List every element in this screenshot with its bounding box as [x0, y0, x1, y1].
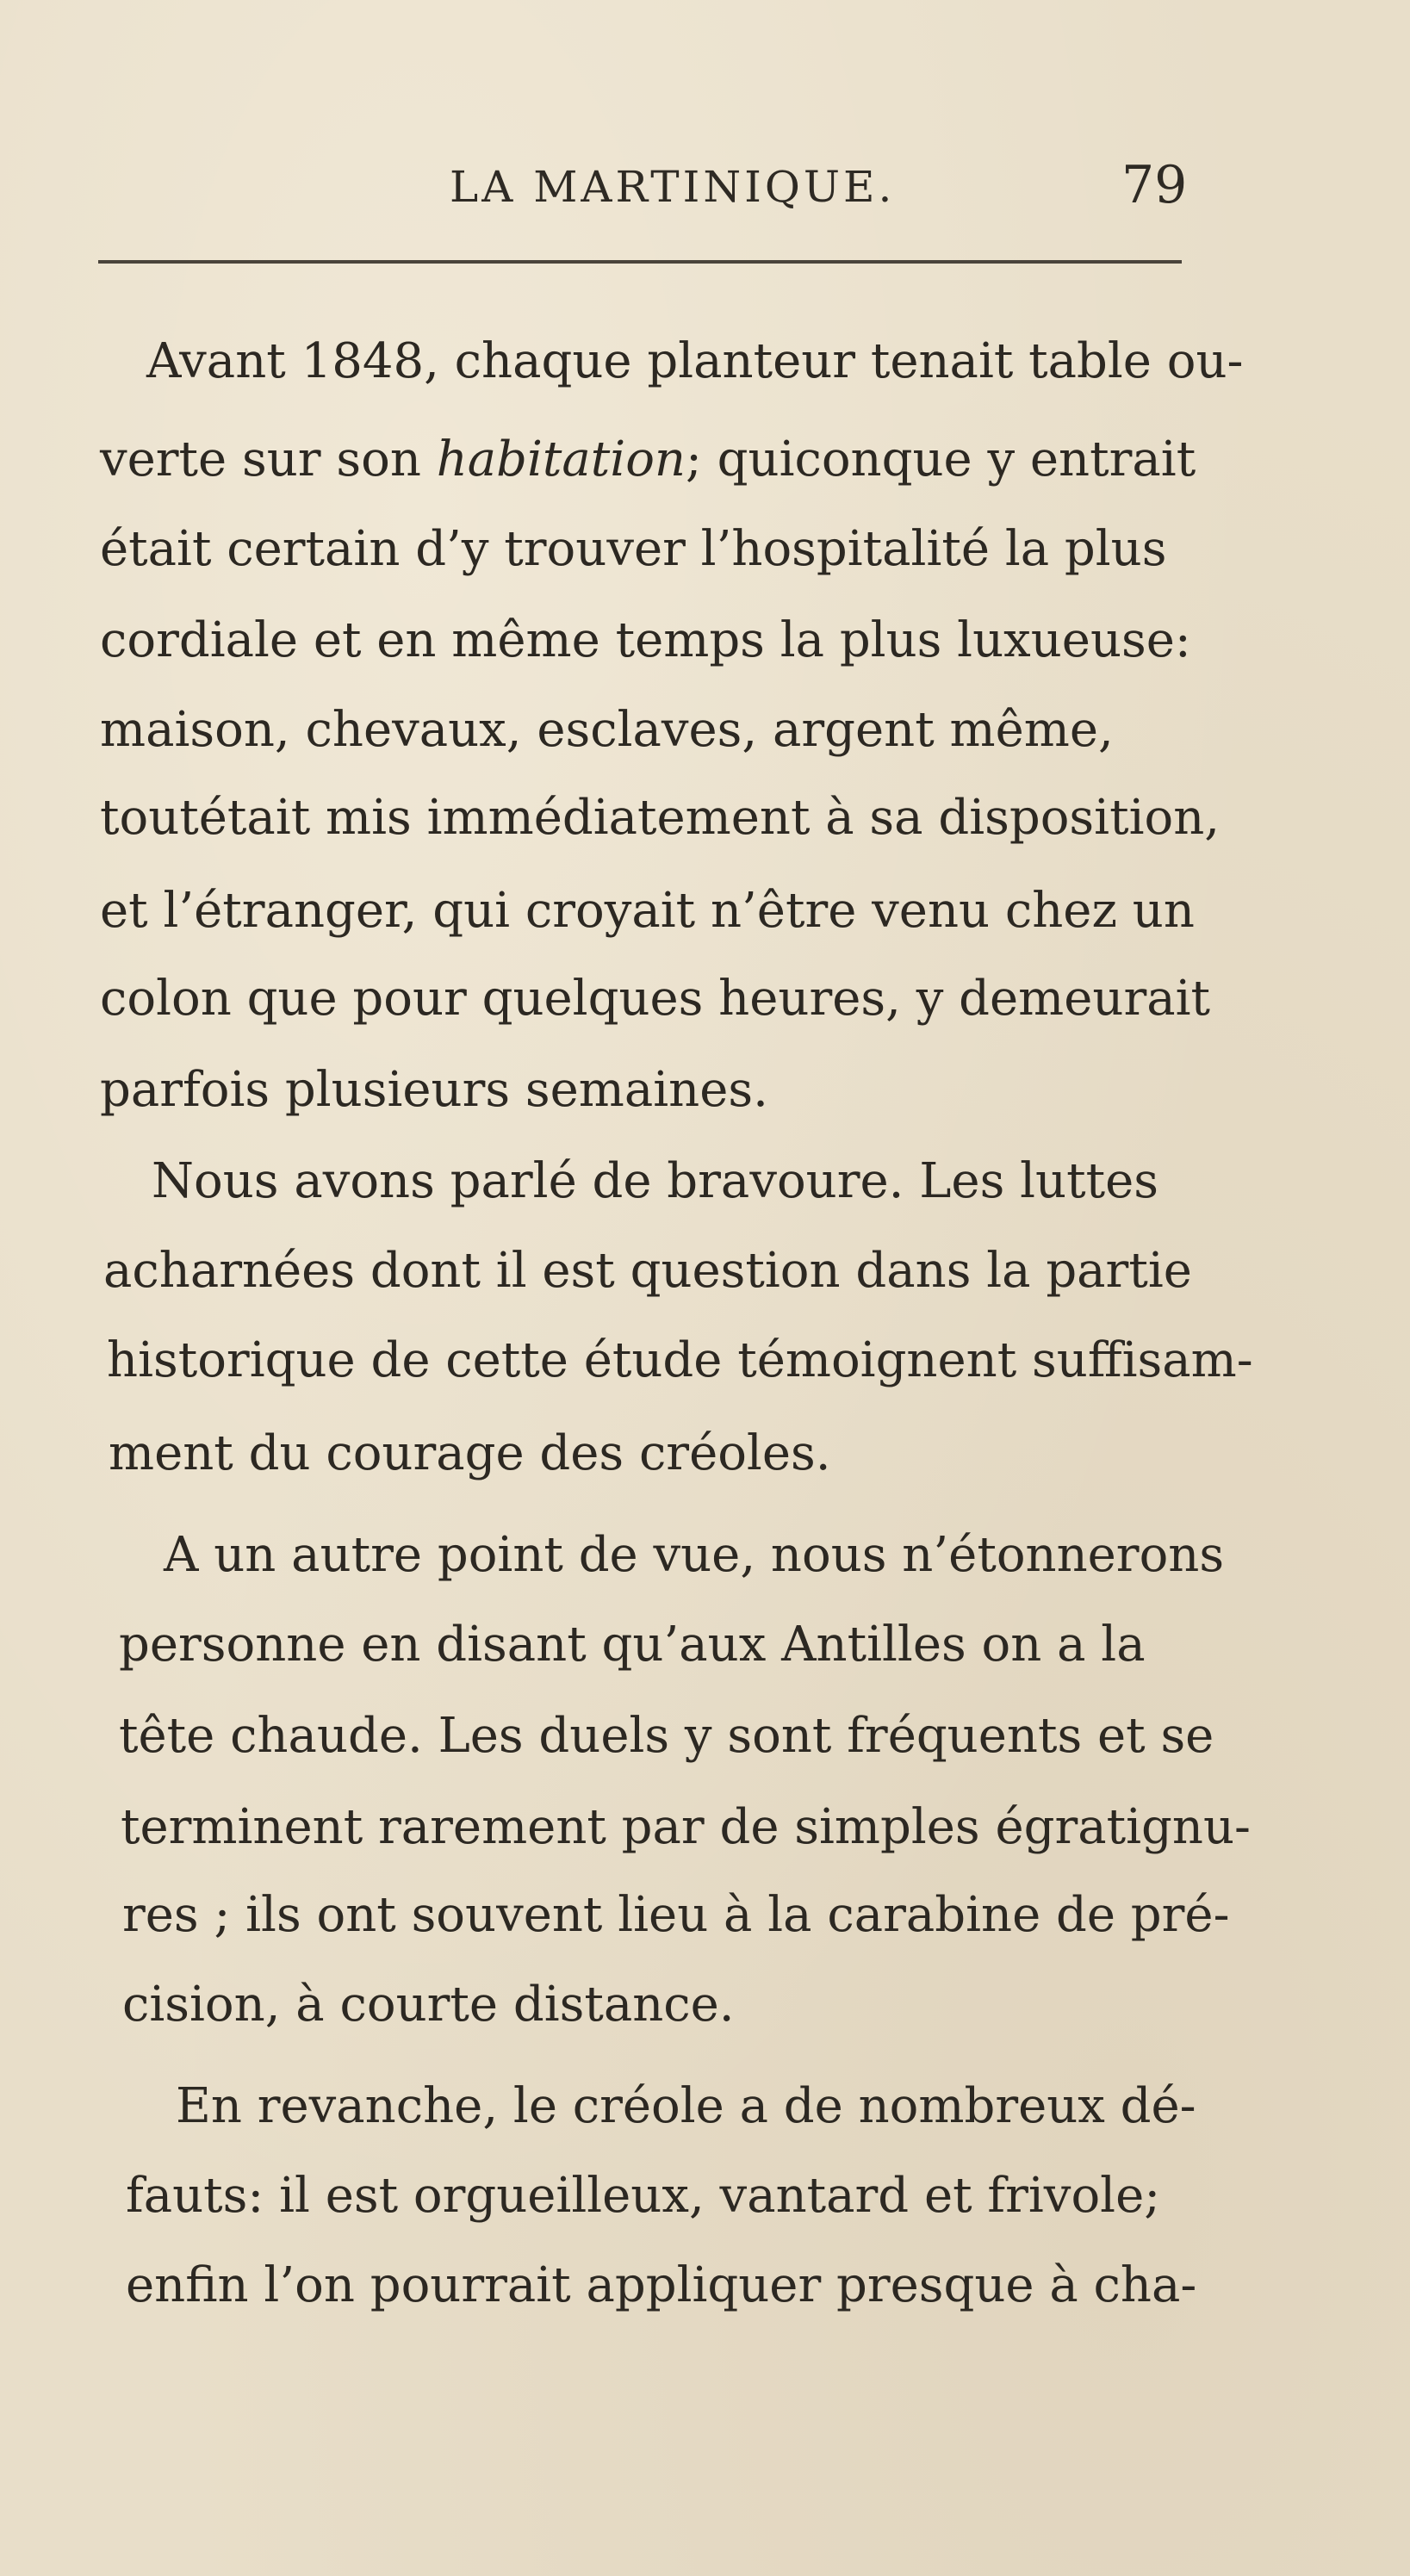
- text-line-22: enfin l’on pourrait appliquer presque à cha-: [126, 2257, 1197, 2313]
- header-rule: [98, 260, 1182, 264]
- text-line-2: [100, 431, 1196, 487]
- text-line-13: ment du courage des créoles.: [109, 1425, 831, 1481]
- text-line-12: historique de cette étude témoignent suffisam-: [107, 1332, 1253, 1388]
- text-line-6: toutétait mis immédiatement à sa disposition,: [100, 790, 1221, 846]
- text-line-20: En revanche, le créole a de nombreux dé-: [176, 2078, 1196, 2134]
- text-line-15: personne en disant qu’aux Antilles on a la: [119, 1617, 1146, 1673]
- text-line-16: tête chaude. Les duels y sont fréquents et se: [119, 1708, 1214, 1764]
- running-head-title: LA MARTINIQUE.: [450, 162, 896, 212]
- text-line-21: fauts: il est orgueilleux, vantard et frivole;: [126, 2168, 1161, 2224]
- text-line-10: Nous avons parlé de bravoure. Les luttes: [152, 1153, 1158, 1209]
- text-line-19: cision, à courte distance.: [122, 1977, 735, 2033]
- text-line-14: A un autre point de vue, nous n’étonnerons: [164, 1527, 1225, 1583]
- text-line-2-end: ; quiconque y entrait: [685, 431, 1196, 487]
- text-line-3: était certain d’y trouver l’hospitalité la plus: [100, 521, 1167, 577]
- text-line-2-start: verte sur son: [100, 431, 437, 487]
- text-line-7: et l’étranger, qui croyait n’être venu chez un: [100, 883, 1195, 939]
- page-number: 79: [1121, 155, 1188, 215]
- text-line-8: colon que pour quelques heures, y demeurait: [100, 971, 1211, 1027]
- text-line-4: cordiale et en même temps la plus luxueuse:: [100, 612, 1191, 668]
- text-line-2-italic: habitation: [436, 431, 686, 487]
- text-line-9: parfois plusieurs semaines.: [100, 1062, 768, 1118]
- text-line-1: Avant 1848, chaque planteur tenait table ou-: [146, 333, 1244, 389]
- text-line-17: terminent rarement par de simples égratignu-: [121, 1799, 1251, 1855]
- text-line-18: res ; ils ont souvent lieu à la carabine de pré-: [122, 1887, 1230, 1943]
- text-line-11: acharnées dont il est question dans la partie: [103, 1243, 1192, 1299]
- text-line-5: maison, chevaux, esclaves, argent même,: [100, 702, 1114, 758]
